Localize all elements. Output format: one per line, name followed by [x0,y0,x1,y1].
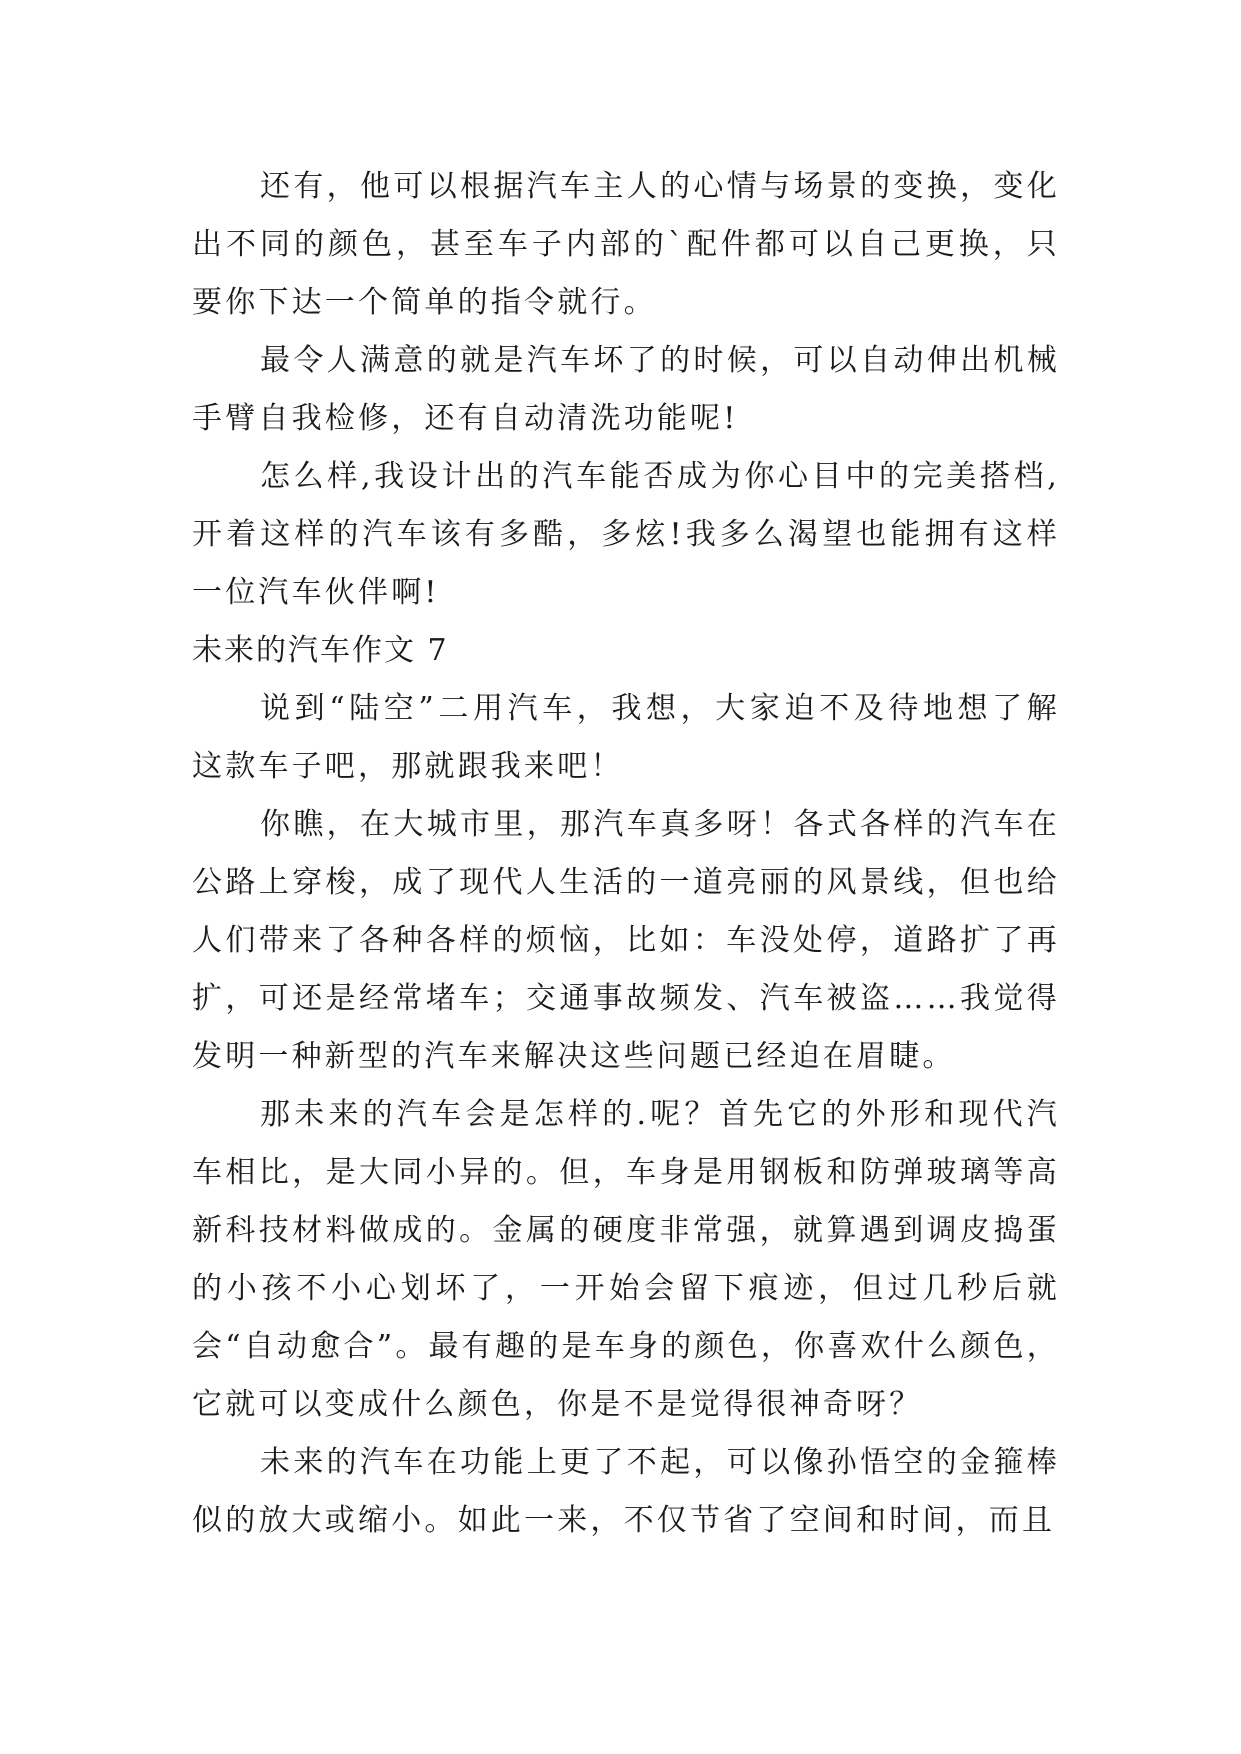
paragraph: 怎么样,我设计出的汽车能否成为你心目中的完美搭档,开着这样的汽车该有多酷，多炫!我多么渴望也能拥有这样一位汽车伙伴啊! [192,459,1060,610]
paragraph: 那未来的汽车会是怎样的.呢？首先它的外形和现代汽车相比，是大同小异的。但，车身是用钢板和防弹玻璃等高新科技材料做成的。金属的硬度非常强，就算遇到调皮捣蛋的小孩不小心划坏了，一开始会留下痕迹，但过几秒后就会“自动愈合”。最有趣的是车身的颜色，你喜欢什么颜色，它就可以变成什么颜色，你是不是觉得很神奇呀？ [192,1097,1060,1422]
paragraph: 未来的汽车在功能上更了不起，可以像孙悟空的金箍棒似的放大或缩小。如此一来，不仅节省了空间和时间，而且 [192,1445,1060,1538]
section-title: 未来的汽车作文 7 [192,633,449,668]
paragraph: 说到“陆空”二用汽车，我想，大家迫不及待地想了解这款车子吧，那就跟我来吧！ [192,691,1060,784]
paragraph: 还有，他可以根据汽车主人的心情与场景的变换，变化出不同的颜色，甚至车子内部的`配件都可以自己更换，只要你下达一个简单的指令就行。 [192,169,1060,320]
document-body [192,158,1060,1550]
paragraph: 最令人满意的就是汽车坏了的时候，可以自动伸出机械手臂自我检修，还有自动清洗功能呢! [192,343,1060,436]
paragraph: 你瞧，在大城市里，那汽车真多呀！各式各样的汽车在公路上穿梭，成了现代人生活的一道亮丽的风景线，但也给人们带来了各种各样的烦恼，比如：车没处停，道路扩了再扩，可还是经常堵车；交通事故频发、汽车被盗……我觉得发明一种新型的汽车来解决这些问题已经迫在眉睫。 [192,807,1060,1074]
